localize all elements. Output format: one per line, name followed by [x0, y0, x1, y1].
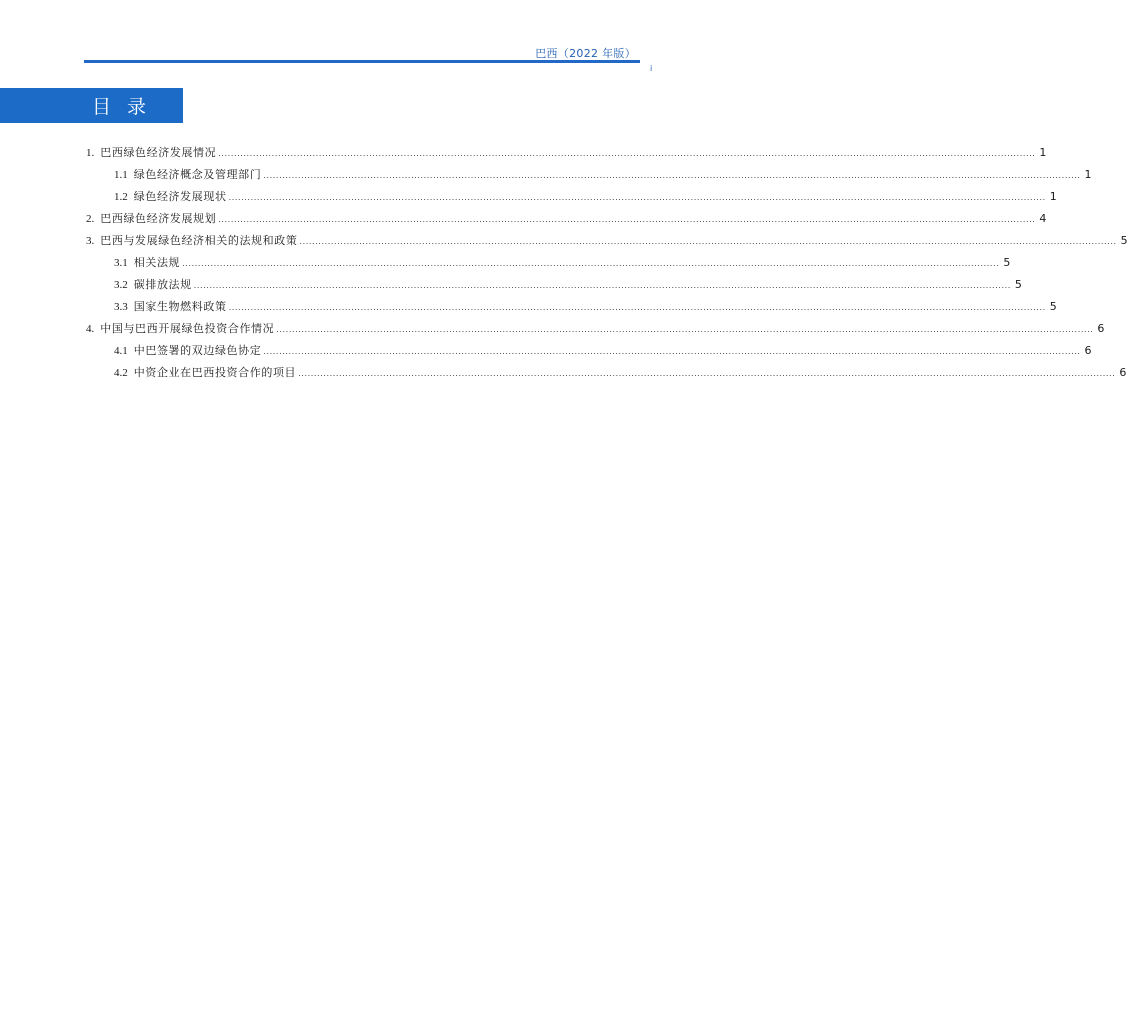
toc-leader-dots: .................................................................................................................................................................................................................................................................... [228, 193, 1046, 202]
toc-entry-page: 1 [1084, 168, 1092, 181]
toc-entry-page: 5 [1014, 278, 1022, 291]
toc-entry-number: 3.2 [114, 279, 128, 291]
toc-leader-dots: .................................................................................................................................................................................................................................................................... [276, 325, 1094, 334]
toc-entry-title: 碳排放法规 [133, 278, 192, 291]
toc-entry-number: 1.2 [114, 191, 128, 203]
toc-entry-title: 相关法规 [133, 256, 181, 269]
toc-entry-number: 3.3 [114, 301, 128, 313]
toc-title: 目录 [92, 96, 163, 118]
toc-entry[interactable] [84, 362, 1127, 384]
toc-entry-number: 3. [86, 235, 95, 247]
toc-entry-title: 国家生物燃料政策 [133, 300, 227, 313]
toc-entry-number: 4.2 [114, 367, 128, 379]
toc-entry[interactable] [84, 252, 1011, 274]
toc-leader-dots: .................................................................................................................................................................................................................................................................... [263, 347, 1081, 356]
toc-entry-number: 4. [86, 323, 95, 335]
toc-entry-number: 4.1 [114, 345, 128, 357]
toc-entry-title: 中国与巴西开展绿色投资合作情况 [100, 322, 275, 335]
toc-title-banner [0, 88, 183, 123]
toc-entry-number: 2. [86, 213, 95, 225]
toc-entry-page: 6 [1084, 344, 1092, 357]
toc-entry-title: 绿色经济概念及管理部门 [133, 168, 262, 181]
toc-entry-page: 1 [1049, 190, 1057, 203]
toc-leader-dots: .................................................................................................................................................................................................................................................................... [218, 149, 1036, 158]
toc-entry[interactable] [84, 142, 1047, 164]
toc-entry-page: 4 [1039, 212, 1047, 225]
header-rule [84, 60, 640, 63]
toc-entry-title: 巴西与发展绿色经济相关的法规和政策 [100, 234, 298, 247]
toc-entry-number: 1.1 [114, 169, 128, 181]
toc-leader-dots: .................................................................................................................................................................................................................................................................... [218, 215, 1036, 224]
toc-entry-title: 巴西绿色经济发展情况 [100, 146, 217, 159]
toc-leader-dots: .................................................................................................................................................................................................................................................................... [263, 171, 1081, 180]
toc-leader-dots: .................................................................................................................................................................................................................................................................... [298, 369, 1116, 378]
toc-entry-page: 5 [1003, 256, 1011, 269]
toc-leader-dots: .................................................................................................................................................................................................................................................................... [182, 259, 1000, 268]
toc-entry[interactable] [84, 296, 1057, 318]
table-of-contents [84, 142, 1128, 384]
toc-entry[interactable] [84, 208, 1047, 230]
toc-entry-page: 1 [1039, 146, 1047, 159]
toc-entry-title: 中资企业在巴西投资合作的项目 [133, 366, 297, 379]
toc-entry[interactable] [84, 186, 1057, 208]
toc-entry-title: 巴西绿色经济发展规划 [100, 212, 217, 225]
toc-entry-page: 6 [1119, 366, 1127, 379]
toc-entry[interactable] [84, 230, 1128, 252]
running-header: 巴西（2022 年版） [535, 47, 636, 60]
toc-entry[interactable] [84, 318, 1105, 340]
toc-entry[interactable] [84, 340, 1092, 362]
toc-entry-title: 绿色经济发展现状 [133, 190, 227, 203]
toc-entry-number: 1. [86, 147, 95, 159]
toc-leader-dots: .................................................................................................................................................................................................................................................................... [299, 237, 1117, 246]
toc-leader-dots: .................................................................................................................................................................................................................................................................... [193, 281, 1011, 290]
toc-entry-number: 3.1 [114, 257, 128, 269]
toc-entry-page: 6 [1097, 322, 1105, 335]
toc-entry-page: 5 [1049, 300, 1057, 313]
toc-entry-page: 5 [1120, 234, 1128, 247]
page-edge-mark: i [650, 64, 653, 73]
toc-entry[interactable] [84, 164, 1092, 186]
toc-entry-title: 中巴签署的双边绿色协定 [133, 344, 262, 357]
toc-entry[interactable] [84, 274, 1022, 296]
toc-leader-dots: .................................................................................................................................................................................................................................................................... [228, 303, 1046, 312]
